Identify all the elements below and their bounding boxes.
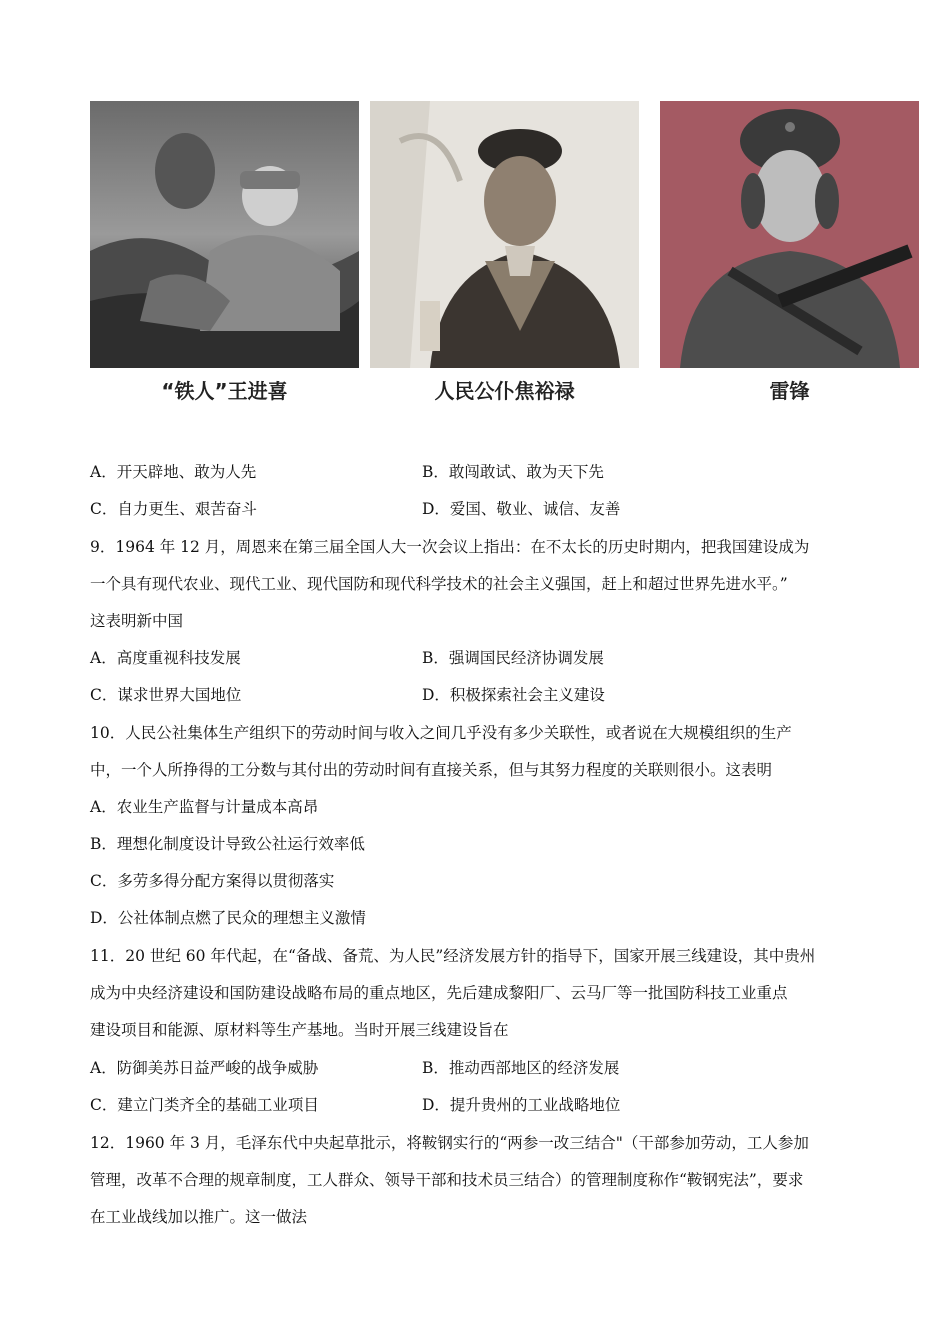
photo-caption: 雷锋 (769, 379, 810, 403)
q11-option-d[interactable]: D．提升贵州的工业战略地位 (422, 1096, 621, 1114)
q12-stem-line: 12．1960 年 3 月，毛泽东代中央起草批示，将鞍钢实行的“两参一改三结合"（干部参加劳动，工人参加 (90, 1134, 809, 1152)
q10-stem-line: 中，一个人所挣得的工分数与其付出的劳动时间有直接关系，但与其努力程度的关联则很小。这表明 (90, 761, 773, 779)
q8-option-a[interactable]: A．开天辟地、敢为人先 (90, 463, 257, 481)
q9-option-d[interactable]: D．积极探索社会主义建设 (422, 686, 605, 704)
q11-option-b[interactable]: B．推动西部地区的经济发展 (422, 1059, 620, 1077)
q12-stem-line: 管理，改革不合理的规章制度，工人群众、领导干部和技术员三结合）的管理制度称作“鞍钢宪法”，要求 (90, 1171, 804, 1189)
q9-option-b[interactable]: B．强调国民经济协调发展 (422, 649, 604, 667)
q9-option-a[interactable]: A．高度重视科技发展 (90, 649, 241, 667)
q11-stem-line: 成为中央经济建设和国防建设战略布局的重点地区，先后建成黎阳厂、云马厂等一批国防科技工业重点 (90, 984, 788, 1002)
photo-wang-jinxi (90, 101, 359, 368)
q12-stem-line: 在工业战线加以推广。这一做法 (90, 1208, 308, 1226)
official-portrait-photo-icon (370, 101, 639, 368)
photo-caption: 人民公仆焦裕禄 (434, 379, 575, 403)
q9-stem-line: 一个具有现代农业、现代工业、现代国防和现代科学技术的社会主义强国，赶上和超过世界先进水平。” (90, 575, 788, 593)
q10-option-d[interactable]: D．公社体制点燃了民众的理想主义激情 (90, 909, 366, 927)
photo-lei-feng (660, 101, 919, 368)
photo-jiao-yulu (370, 101, 639, 368)
q11-stem-line: 11．20 世纪 60 年代起，在“备战、备荒、为人民”经济发展方针的指导下，国家开展三线建设，其中贵州 (90, 947, 816, 965)
q8-option-d[interactable]: D．爱国、敬业、诚信、友善 (422, 500, 621, 518)
q10-option-c[interactable]: C．多劳多得分配方案得以贯彻落实 (90, 872, 335, 890)
q9-stem-line: 这表明新中国 (90, 612, 184, 630)
q8-option-b[interactable]: B．敢闯敢试、敢为天下先 (422, 463, 604, 481)
q11-option-a[interactable]: A．防御美苏日益严峻的战争威胁 (90, 1059, 319, 1077)
q8-option-c[interactable]: C．自力更生、艰苦奋斗 (90, 500, 257, 518)
q10-stem-line: 10．人民公社集体生产组织下的劳动时间与收入之间几乎没有多少关联性，或者说在大规模组织的生产 (90, 724, 792, 742)
q9-stem-line: 9．1964 年 12 月，周恩来在第三届全国人大一次会议上指出：在不太长的历史时期内，把我国建设成为 (90, 538, 810, 556)
q10-option-a[interactable]: A．农业生产监督与计量成本高昂 (90, 798, 319, 816)
photo-caption: “铁人”王进喜 (161, 379, 288, 403)
q11-option-c[interactable]: C．建立门类齐全的基础工业项目 (90, 1096, 319, 1114)
photo-strip (90, 101, 920, 401)
worker-in-mud-photo-icon (90, 101, 359, 368)
soldier-portrait-photo-icon (660, 101, 919, 368)
q11-stem-line: 建设项目和能源、原材料等生产基地。当时开展三线建设旨在 (90, 1021, 509, 1039)
q9-option-c[interactable]: C．谋求世界大国地位 (90, 686, 242, 704)
q10-option-b[interactable]: B．理想化制度设计导致公社运行效率低 (90, 835, 365, 853)
